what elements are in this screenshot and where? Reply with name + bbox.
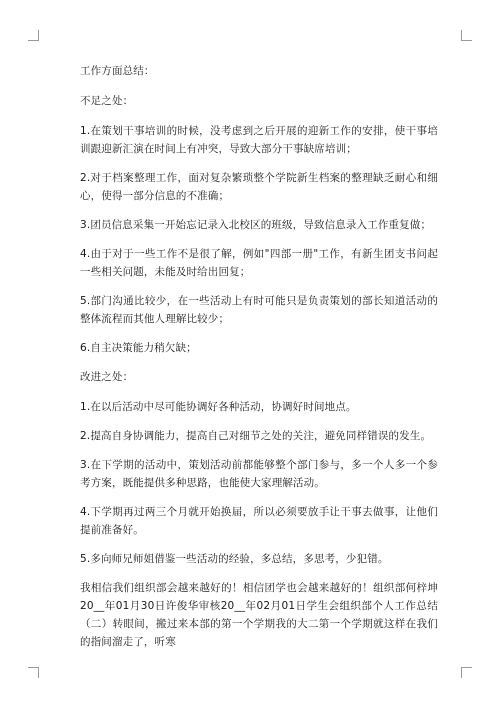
- improvement-item-5: 5.多向师兄师姐借鉴一些活动的经验，多总结，多思考，少犯错。: [80, 553, 389, 565]
- improvement-item-2: 2.提高自身协调能力，提高自己对细节之处的关注，避免同样错误的发生。: [80, 430, 432, 442]
- shortcoming-item-2: 2.对于档案整理工作，面对复杂繁琐整个学院新生档案的整理缺乏耐心和细心，使得一部分信息的不准确；: [80, 172, 438, 202]
- shortcoming-item-5: 5.部门沟通比较少，在一些活动上有时可能只是负责策划的部长知道活动的整体流程而其他人理解比较少；: [80, 295, 438, 325]
- document-body: [80, 62, 438, 662]
- crop-mark-bottom-right: [461, 667, 472, 678]
- document-title: 工作方面总结：: [80, 65, 155, 77]
- improvement-item-4: 4.下学期再过两三个月就开始换届，所以必须要放手让干事去做事，让他们提前准备好。: [80, 506, 438, 536]
- shortcomings-heading: 不足之处：: [80, 95, 134, 107]
- shortcoming-item-6: 6.自主决策能力稍欠缺；: [80, 342, 197, 354]
- shortcoming-item-4: 4.由于对于一些工作不是很了解，例如"四部一册"工作，有新生团支书问起一些相关问题，未能及时给出回复；: [80, 248, 438, 278]
- crop-mark-top-right: [461, 30, 472, 41]
- closing-paragraph: 我相信我们组织部会越来越好的！相信团学也会越来越好的！组织部何梓坤20__年01月30日许俊华审核20__年02月01日学生会组织部个人工作总结（二）转眼间，搬过来本部的第一个学期我的大二第一个学期就这样在我们的指间溜走了，听寒: [80, 582, 438, 648]
- improvement-item-3: 3.在下学期的活动中，策划活动前都能够整个部门参与，多一个人多一个参考方案，既能提供多种思路，也能使大家理解活动。: [80, 459, 438, 489]
- improvement-item-1: 1.在以后活动中尽可能协调好各种活动，协调好时间地点。: [80, 401, 357, 413]
- improvements-heading: 改进之处：: [80, 371, 134, 383]
- crop-mark-bottom-left: [28, 667, 39, 678]
- shortcoming-item-1: 1.在策划干事培训的时候，没考虑到之后开展的迎新工作的安排，使干事培训跟迎新汇演在时间上有冲突，导致大部分干事缺席培训；: [80, 125, 438, 155]
- shortcoming-item-3: 3.团员信息采集一开始忘记录入北校区的班级，导致信息录入工作重复做；: [80, 219, 432, 231]
- crop-mark-top-left: [28, 30, 39, 41]
